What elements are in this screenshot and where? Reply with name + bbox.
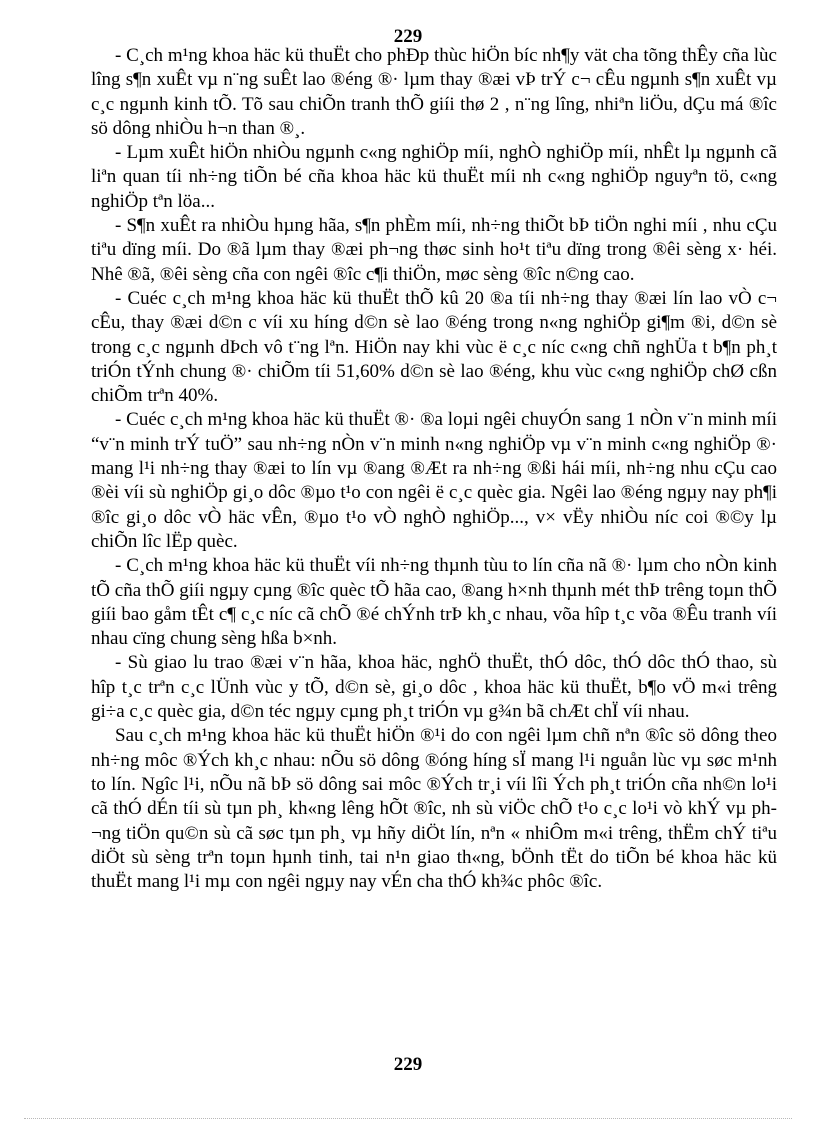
paragraph-7: - Sù giao lu trao ®æi v¨n hãa, khoa häc, nghÖ thuËt, thÓ dôc, thÓ dôc thÓ thao, sù hîp t¸c trªn c¸c lÜnh vùc y tÕ, d©n sè, gi¸o dôc , khoa häc kü thuËt, b¶o vÖ m«i trêng gi÷a c¸c quèc gia, d©n téc ngµy cµng ph¸t triÓn vµ g¾n bã chÆt chÏ víi nhau. bbox=[91, 652, 777, 723]
paragraph-3: - S¶n xuÊt ra nhiÒu hµng hãa, s¶n phÈm míi, nh÷ng thiÕt bÞ tiÖn nghi míi , nhu cÇu tiªu dïng míi. Do ®ã lµm thay ®æi ph¬ng thøc sinh ho¹t tiªu dïng trong ®êi sèng x· héi. Nhê ®ã, ®êi sèng cña con ngêi ®îc c¶i thiÖn, møc sèng ®îc n©ng cao. bbox=[91, 215, 777, 285]
paragraph-4: - Cuéc c¸ch m¹ng khoa häc kü thuËt thÕ kû 20 ®a tíi nh÷ng thay ®æi lín lao vÒ c¬ cÊu, thay ®æi d©n c víi xu híng d©n sè lao ®éng trong n«ng nghiÖp gi¶m ®i, d©n sè trong c¸c ngµnh dÞch vô t¨ng lªn. HiÖn nay khi vùc ë c¸c níc c«ng chñ nghÜa t b¶n ph¸t triÓn tÝnh chung ®· chiÕm tíi 51,60% d©n sè lao ®éng, khu vùc c«ng nghiÖp chØ cßn chiÕm trªn 40%. bbox=[91, 287, 777, 407]
paragraph-5: - Cuéc c¸ch m¹ng khoa häc kü thuËt ®· ®a loµi ngêi chuyÓn sang 1 nÒn v¨n minh míi “v¨n minh trÝ tuÖ” sau nh÷ng nÒn v¨n minh n«ng nghiÖp vµ v¨n minh c«ng nghiÖp ®· mang l¹i nh÷ng thay ®æi to lín vµ ®ang ®Æt ra nh÷ng ®ßi hái míi, nh÷ng nhu cÇu cao ®èi víi sù nghiÖp gi¸o dôc ®µo t¹o con ngêi ë c¸c quèc gia. Ngêi lao ®éng ngµy nay ph¶i ®îc gi¸o dôc vÒ häc vÊn, ®µo t¹o vÒ nghÒ nghiÖp..., v× vËy nhiÒu níc coi ®©y lµ chiÕn lîc lËp quèc. bbox=[91, 409, 777, 552]
page-bottom-divider bbox=[24, 1118, 792, 1119]
body-text bbox=[91, 44, 777, 894]
page-number-top: 229 bbox=[393, 26, 423, 47]
page-number-bottom: 229 bbox=[393, 1054, 423, 1075]
paragraph-6: - C¸ch m¹ng khoa häc kü thuËt víi nh÷ng thµnh tùu to lín cña nã ®· lµm cho nÒn kinh tÕ cña thÕ giíi ngµy cµng ®îc quèc tÕ hãa cao, ®ang h×nh thµnh mét thÞ trêng toµn thÕ giíi bao gåm tÊt c¶ c¸c níc cã chÕ ®é chÝnh trÞ kh¸c nhau, võa hîp t¸c võa ®Êu tranh víi nhau cïng chung sèng hßa b×nh. bbox=[91, 555, 777, 650]
paragraph-1: - C¸ch m¹ng khoa häc kü thuËt cho phÐp thùc hiÖn bíc nh¶y vät cha tõng thÊy cña lùc lîng s¶n xuÊt vµ n¨ng suÊt lao ®éng ®· lµm thay ®æi vÞ trÝ c¬ cÊu ngµnh s¶n xuÊt vµ c¸c ngµnh kinh tÕ. Tõ sau chiÕn tranh thÕ giíi thø 2 , n¨ng lîng, nhiªn liÖu, dÇu má ®îc sö dông nhiÒu h¬n than ®¸. bbox=[91, 45, 777, 139]
paragraph-8: Sau c¸ch m¹ng khoa häc kü thuËt hiÖn ®¹i do con ngêi lµm chñ nªn ®îc sö dông theo nh÷ng môc ®Ých kh¸c nhau: nÕu sö dông ®óng híng sÏ mang l¹i nguån lùc vµ søc m¹nh to lín. Ngîc l¹i, nÕu nã bÞ sö dông sai môc ®Ých tr¸i víi lîi Ých ph¸t triÓn cña nh©n lo¹i cã thÓ dÉn tíi sù tµn ph¸ kh«ng lêng hÕt ®îc, nh sù viÖc chÕ t¹o c¸c lo¹i vò khÝ vµ ph¬ng tiÖn qu©n sù cã søc tµn ph¸ vµ hñy diÖt lín, nªn « nhiÔm m«i trêng, thËm chÝ tiªu diÖt sù sèng trªn toµn hµnh tinh, tai n¹n giao th«ng, bÖnh tËt do tiÕn bé khoa häc kü thuËt mang l¹i mµ con ngêi ngµy nay vÉn cha thÓ kh¾c phôc ®îc. bbox=[91, 725, 777, 893]
paragraph-2: - Lµm xuÊt hiÖn nhiÒu ngµnh c«ng nghiÖp míi, nghÒ nghiÖp míi, nhÊt lµ ngµnh cã liªn quan tíi nh÷ng tiÕn bé cña khoa häc kü thuËt míi nh c«ng nghiÖp nguyªn tö, c«ng nghiÖp tªn löa... bbox=[91, 142, 777, 212]
